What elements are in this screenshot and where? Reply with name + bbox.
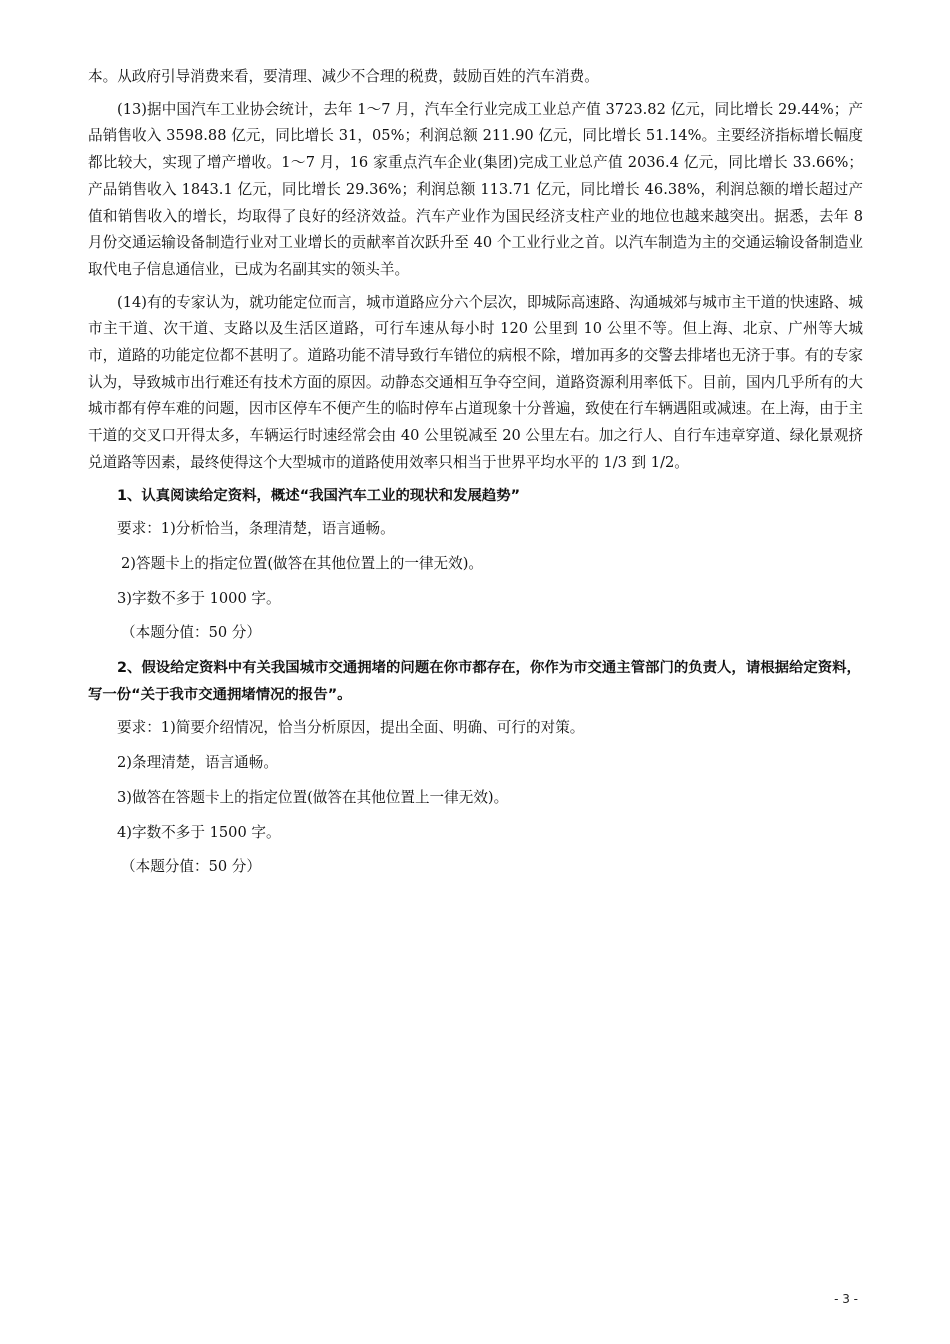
material-paragraph-13: (13)据中国汽车工业协会统计，去年 1～7 月，汽车全行业完成工业总产值 3723.82 亿元，同比增长 29.44%；产品销售收入 3598.88 亿元，同比增长 31，05%；利润总额 211.90 亿元，同比增长 51.14%。主要经济指标增长幅度都比较大，实现了增产增收。1～7 月，16 家重点汽车企业(集团)完成工业总产值 2036.4 亿元，同比增长 33.66%；产品销售收入 1843.1 亿元，同比增长 29.36%；利润总额 113.71 亿元，同比增长 46.38%，利润总额的增长超过产值和销售收入的增长，均取得了良好的经济效益。汽车产业作为国民经济支柱产业的地位也越来越突出。据悉，去年 8 月份交通运输设备制造行业对工业增长的贡献率首次跃升至 40 个工业行业之首。以汽车制造为主的交通运输设备制造业取代电子信息通信业，已成为名副其实的领头羊。 <box>88 100 863 278</box>
question-1-requirement-3: 3)字数不多于 1000 字。 <box>117 589 281 607</box>
question-2-requirement-1: 要求：1)简要介绍情况，恰当分析原因，提出全面、明确、可行的对策。 <box>117 719 585 737</box>
question-1-requirement-2: 2)答题卡上的指定位置(做答在其他位置上的一律无效)。 <box>121 554 484 572</box>
material-paragraph-14: (14)有的专家认为，就功能定位而言，城市道路应分六个层次，即城际高速路、沟通城郊与城市主干道的快速路、城市主干道、次干道、支路以及生活区道路，可行车速从每小时 120 公里到 10 公里不等。但上海、北京、广州等大城市，道路的功能定位都不甚明了。道路功能不清导致行车错位的病根不除，增加再多的交警去排堵也无济于事。有的专家认为，导致城市出行难还有技术方面的原因。动静态交通相互争夺空间，道路资源利用率低下。目前，国内几乎所有的大城市都有停车难的问题，因市区停车不便产生的临时停车占道现象十分普遍，致使在行车辆遇阻或减速。在上海，由于主干道的交叉口开得太多，车辆运行时速经常会由 40 公里锐减至 20 公里左右。加之行人、自行车违章穿道、绿化景观挤兑道路等因素，最终使得这个大型城市的道路使用效率只相当于世界平均水平的 1/3 到 1/2。 <box>88 293 863 471</box>
document-body <box>88 64 863 889</box>
question-2-requirement-2: 2)条理清楚，语言通畅。 <box>117 754 278 772</box>
question-1-requirement-1: 要求：1)分析恰当，条理清楚，语言通畅。 <box>117 520 395 538</box>
question-1-score: （本题分值：50 分） <box>121 624 261 642</box>
question-2-requirement-3: 3)做答在答题卡上的指定位置(做答在其他位置上一律无效)。 <box>117 788 509 806</box>
question-1-title: 1、认真阅读给定资料，概述“我国汽车工业的现状和发展趋势” <box>117 487 521 504</box>
page-number: - 3 - <box>834 1292 858 1306</box>
question-2-score: （本题分值：50 分） <box>121 858 261 876</box>
question-2-title: 2、假设给定资料中有关我国城市交通拥堵的问题在你市都存在，你作为市交通主管部门的负责人，请根据给定资料，写一份“关于我市交通拥堵情况的报告”。 <box>88 660 861 703</box>
continuation-paragraph: 本。从政府引导消费来看，要清理、减少不合理的税费，鼓励百姓的汽车消费。 <box>88 68 599 85</box>
question-2-requirement-4: 4)字数不多于 1500 字。 <box>117 823 281 841</box>
